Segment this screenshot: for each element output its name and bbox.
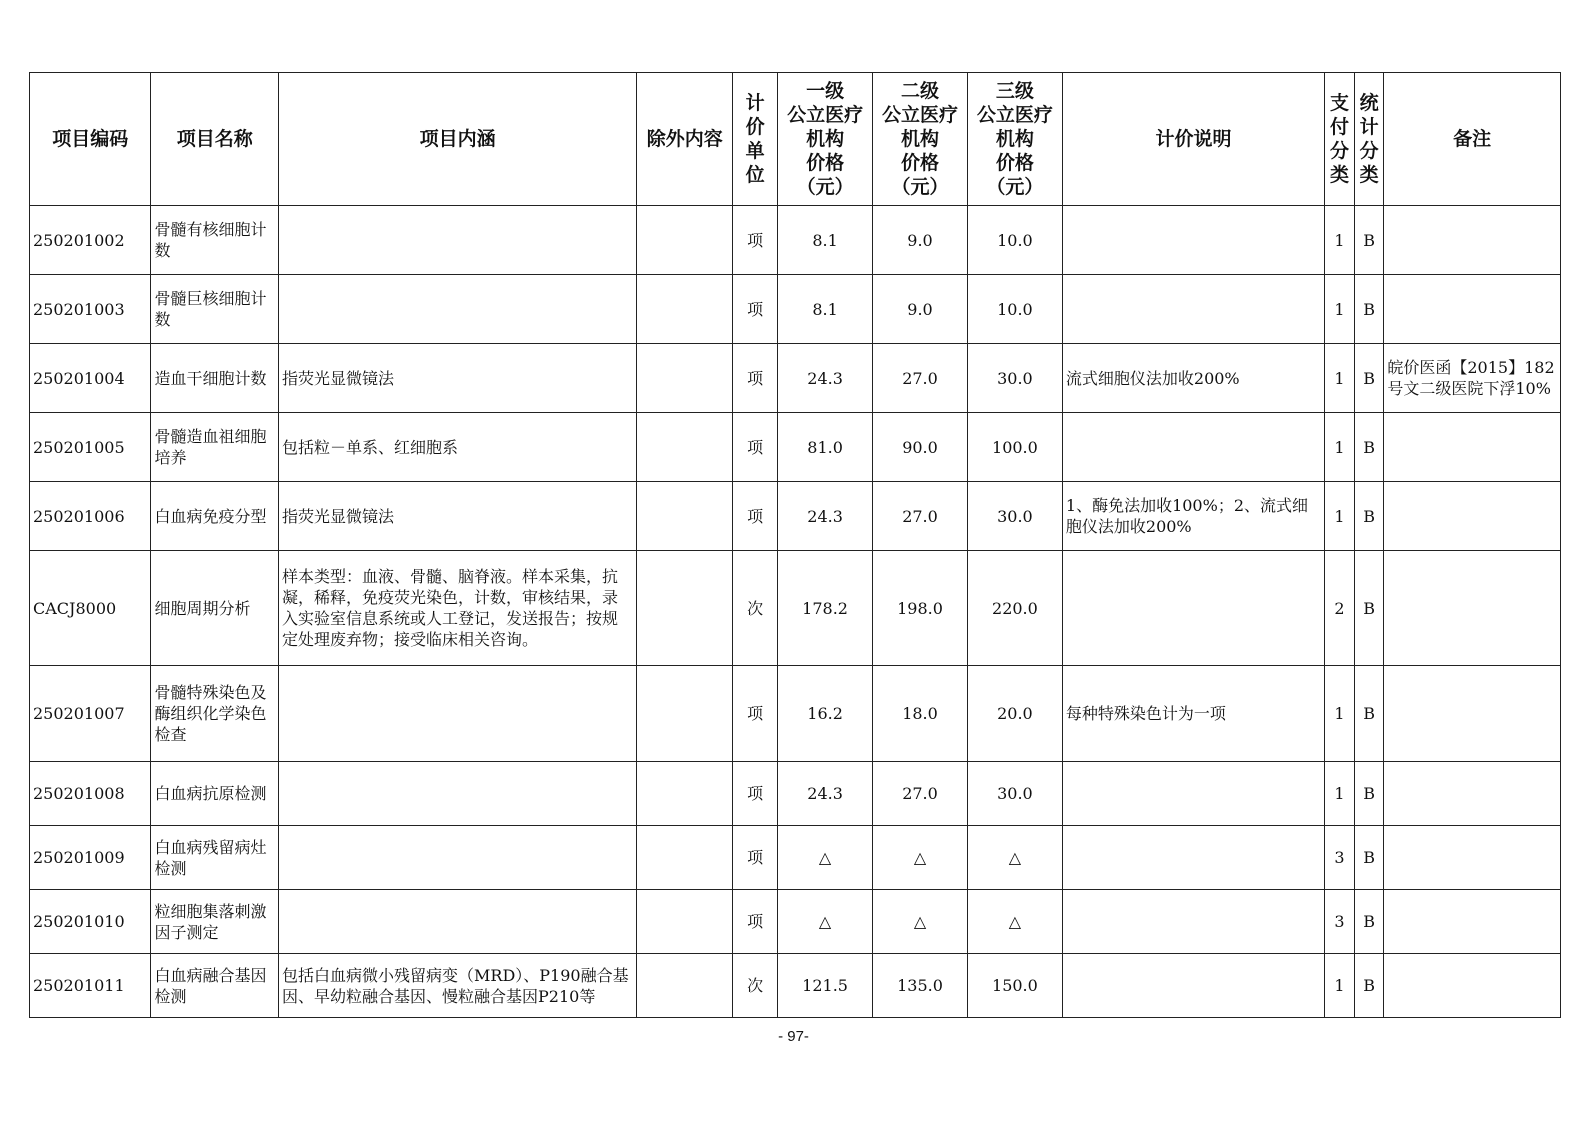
cell-remarks: [1384, 826, 1561, 890]
cell-price-level3: 30.0: [967, 482, 1062, 551]
cell-name: 造血干细胞计数: [151, 344, 279, 413]
cell-content: 包括粒－单系、红细胞系: [279, 413, 637, 482]
cell-pricing-note: [1062, 275, 1324, 344]
cell-price-level1: 24.3: [778, 762, 873, 826]
table-row: [30, 206, 1561, 275]
cell-remarks: [1384, 482, 1561, 551]
table-row: [30, 890, 1561, 954]
cell-code: 250201006: [30, 482, 151, 551]
cell-price-level2: △: [873, 826, 968, 890]
cell-exclusions: [637, 413, 733, 482]
cell-unit: 次: [733, 551, 778, 666]
cell-price-level1: 24.3: [778, 482, 873, 551]
cell-remarks: [1384, 762, 1561, 826]
cell-unit: 项: [733, 890, 778, 954]
table-row: [30, 666, 1561, 762]
cell-remarks: 皖价医函【2015】182号文二级医院下浮10%: [1384, 344, 1561, 413]
cell-price-level3: 10.0: [967, 206, 1062, 275]
cell-price-level3: 30.0: [967, 344, 1062, 413]
cell-exclusions: [637, 482, 733, 551]
cell-name: 白血病残留病灶检测: [151, 826, 279, 890]
cell-price-level1: 81.0: [778, 413, 873, 482]
header-code: 项目编码: [30, 73, 151, 206]
cell-stat-class: B: [1354, 666, 1384, 762]
cell-unit: 项: [733, 826, 778, 890]
header-exclusions: 除外内容: [637, 73, 733, 206]
cell-unit: 项: [733, 275, 778, 344]
cell-payment-class: 3: [1325, 826, 1355, 890]
cell-stat-class: B: [1354, 206, 1384, 275]
cell-price-level3: 10.0: [967, 275, 1062, 344]
cell-price-level1: 121.5: [778, 954, 873, 1018]
cell-remarks: [1384, 206, 1561, 275]
cell-price-level3: 30.0: [967, 762, 1062, 826]
cell-name: 白血病抗原检测: [151, 762, 279, 826]
cell-payment-class: 3: [1325, 890, 1355, 954]
cell-price-level3: 100.0: [967, 413, 1062, 482]
cell-stat-class: B: [1354, 551, 1384, 666]
header-pricing-note: 计价说明: [1062, 73, 1324, 206]
cell-price-level2: 27.0: [873, 344, 968, 413]
table-row: [30, 344, 1561, 413]
cell-payment-class: 1: [1325, 206, 1355, 275]
table-row: [30, 275, 1561, 344]
header-payment-class: [1325, 73, 1355, 206]
cell-price-level1: △: [778, 826, 873, 890]
cell-code: 250201003: [30, 275, 151, 344]
header-price-level1: 一级 公立医疗 机构 价格 （元）: [778, 73, 873, 206]
header-stat-class: [1354, 73, 1384, 206]
cell-unit: 项: [733, 762, 778, 826]
cell-code: 250201007: [30, 666, 151, 762]
cell-payment-class: 1: [1325, 482, 1355, 551]
cell-pricing-note: [1062, 954, 1324, 1018]
header-payment-text: 支付分类: [1329, 92, 1349, 186]
header-stat-text: 统计分类: [1359, 92, 1379, 186]
cell-price-level1: 178.2: [778, 551, 873, 666]
cell-remarks: [1384, 551, 1561, 666]
cell-name: 粒细胞集落刺激因子测定: [151, 890, 279, 954]
cell-price-level2: 9.0: [873, 275, 968, 344]
cell-exclusions: [637, 275, 733, 344]
cell-code: 250201005: [30, 413, 151, 482]
cell-name: 白血病融合基因检测: [151, 954, 279, 1018]
cell-content: [279, 666, 637, 762]
cell-remarks: [1384, 413, 1561, 482]
cell-stat-class: B: [1354, 762, 1384, 826]
cell-content: [279, 826, 637, 890]
cell-code: 250201010: [30, 890, 151, 954]
header-name: 项目名称: [151, 73, 279, 206]
cell-stat-class: B: [1354, 890, 1384, 954]
cell-price-level3: △: [967, 826, 1062, 890]
cell-name: 骨髓特殊染色及酶组织化学染色检查: [151, 666, 279, 762]
cell-price-level2: 198.0: [873, 551, 968, 666]
cell-payment-class: 1: [1325, 762, 1355, 826]
cell-pricing-note: [1062, 890, 1324, 954]
cell-name: 骨髓巨核细胞计数: [151, 275, 279, 344]
cell-content: [279, 890, 637, 954]
cell-unit: 项: [733, 482, 778, 551]
cell-price-level3: 220.0: [967, 551, 1062, 666]
header-remarks: 备注: [1384, 73, 1561, 206]
header-price-level2: 二级 公立医疗 机构 价格 （元）: [873, 73, 968, 206]
cell-pricing-note: [1062, 551, 1324, 666]
cell-payment-class: 1: [1325, 954, 1355, 1018]
cell-price-level2: 27.0: [873, 762, 968, 826]
cell-content: [279, 275, 637, 344]
cell-price-level3: 150.0: [967, 954, 1062, 1018]
cell-content: [279, 762, 637, 826]
cell-exclusions: [637, 762, 733, 826]
header-price-level3: 三级 公立医疗 机构 价格 （元）: [967, 73, 1062, 206]
cell-name: 骨髓造血祖细胞培养: [151, 413, 279, 482]
cell-name: 细胞周期分析: [151, 551, 279, 666]
table-row: [30, 413, 1561, 482]
cell-unit: 项: [733, 413, 778, 482]
table-row: [30, 482, 1561, 551]
header-content: 项目内涵: [279, 73, 637, 206]
cell-remarks: [1384, 954, 1561, 1018]
table-row: [30, 826, 1561, 890]
cell-pricing-note: [1062, 826, 1324, 890]
cell-exclusions: [637, 206, 733, 275]
cell-unit: 项: [733, 344, 778, 413]
cell-price-level1: △: [778, 890, 873, 954]
price-table: [29, 72, 1561, 1018]
cell-price-level2: 135.0: [873, 954, 968, 1018]
cell-price-level2: 18.0: [873, 666, 968, 762]
cell-payment-class: 1: [1325, 413, 1355, 482]
cell-stat-class: B: [1354, 482, 1384, 551]
cell-exclusions: [637, 666, 733, 762]
header-unit-text: 计价单位: [745, 92, 765, 186]
cell-price-level1: 24.3: [778, 344, 873, 413]
cell-exclusions: [637, 344, 733, 413]
cell-price-level1: 16.2: [778, 666, 873, 762]
cell-payment-class: 1: [1325, 666, 1355, 762]
cell-code: CACJ8000: [30, 551, 151, 666]
cell-stat-class: B: [1354, 275, 1384, 344]
cell-price-level2: 9.0: [873, 206, 968, 275]
cell-remarks: [1384, 666, 1561, 762]
cell-pricing-note: [1062, 413, 1324, 482]
cell-exclusions: [637, 551, 733, 666]
cell-remarks: [1384, 275, 1561, 344]
cell-stat-class: B: [1354, 954, 1384, 1018]
cell-stat-class: B: [1354, 413, 1384, 482]
cell-unit: 项: [733, 666, 778, 762]
header-unit: [733, 73, 778, 206]
cell-price-level3: 20.0: [967, 666, 1062, 762]
cell-payment-class: 1: [1325, 344, 1355, 413]
cell-exclusions: [637, 890, 733, 954]
cell-pricing-note: 流式细胞仪法加收200%: [1062, 344, 1324, 413]
table-row: [30, 954, 1561, 1018]
cell-code: 250201008: [30, 762, 151, 826]
cell-exclusions: [637, 954, 733, 1018]
cell-code: 250201009: [30, 826, 151, 890]
cell-price-level2: 27.0: [873, 482, 968, 551]
cell-payment-class: 1: [1325, 275, 1355, 344]
cell-pricing-note: 1、酶免法加收100%；2、流式细胞仪法加收200%: [1062, 482, 1324, 551]
table-row: [30, 762, 1561, 826]
cell-stat-class: B: [1354, 826, 1384, 890]
cell-code: 250201004: [30, 344, 151, 413]
cell-stat-class: B: [1354, 344, 1384, 413]
cell-price-level1: 8.1: [778, 275, 873, 344]
cell-pricing-note: [1062, 206, 1324, 275]
cell-unit: 次: [733, 954, 778, 1018]
cell-content: [279, 206, 637, 275]
cell-content: 样本类型：血液、骨髓、脑脊液。样本采集，抗凝，稀释，免疫荧光染色，计数，审核结果，录入实验室信息系统或人工登记，发送报告；按规定处理废弃物；接受临床相关咨询。: [279, 551, 637, 666]
cell-unit: 项: [733, 206, 778, 275]
cell-content: 指荧光显微镜法: [279, 482, 637, 551]
cell-pricing-note: 每种特殊染色计为一项: [1062, 666, 1324, 762]
cell-payment-class: 2: [1325, 551, 1355, 666]
page-number: - 97-: [778, 1028, 809, 1045]
table-row: [30, 551, 1561, 666]
cell-code: 250201011: [30, 954, 151, 1018]
cell-exclusions: [637, 826, 733, 890]
cell-remarks: [1384, 890, 1561, 954]
cell-price-level2: △: [873, 890, 968, 954]
document-page: [29, 72, 1561, 1018]
cell-price-level1: 8.1: [778, 206, 873, 275]
cell-content: 包括白血病微小残留病变（MRD）、P190融合基因、早幼粒融合基因、慢粒融合基因P210等: [279, 954, 637, 1018]
cell-name: 骨髓有核细胞计数: [151, 206, 279, 275]
cell-price-level2: 90.0: [873, 413, 968, 482]
cell-code: 250201002: [30, 206, 151, 275]
header-row: [30, 73, 1561, 206]
cell-content: 指荧光显微镜法: [279, 344, 637, 413]
cell-pricing-note: [1062, 762, 1324, 826]
cell-name: 白血病免疫分型: [151, 482, 279, 551]
cell-price-level3: △: [967, 890, 1062, 954]
